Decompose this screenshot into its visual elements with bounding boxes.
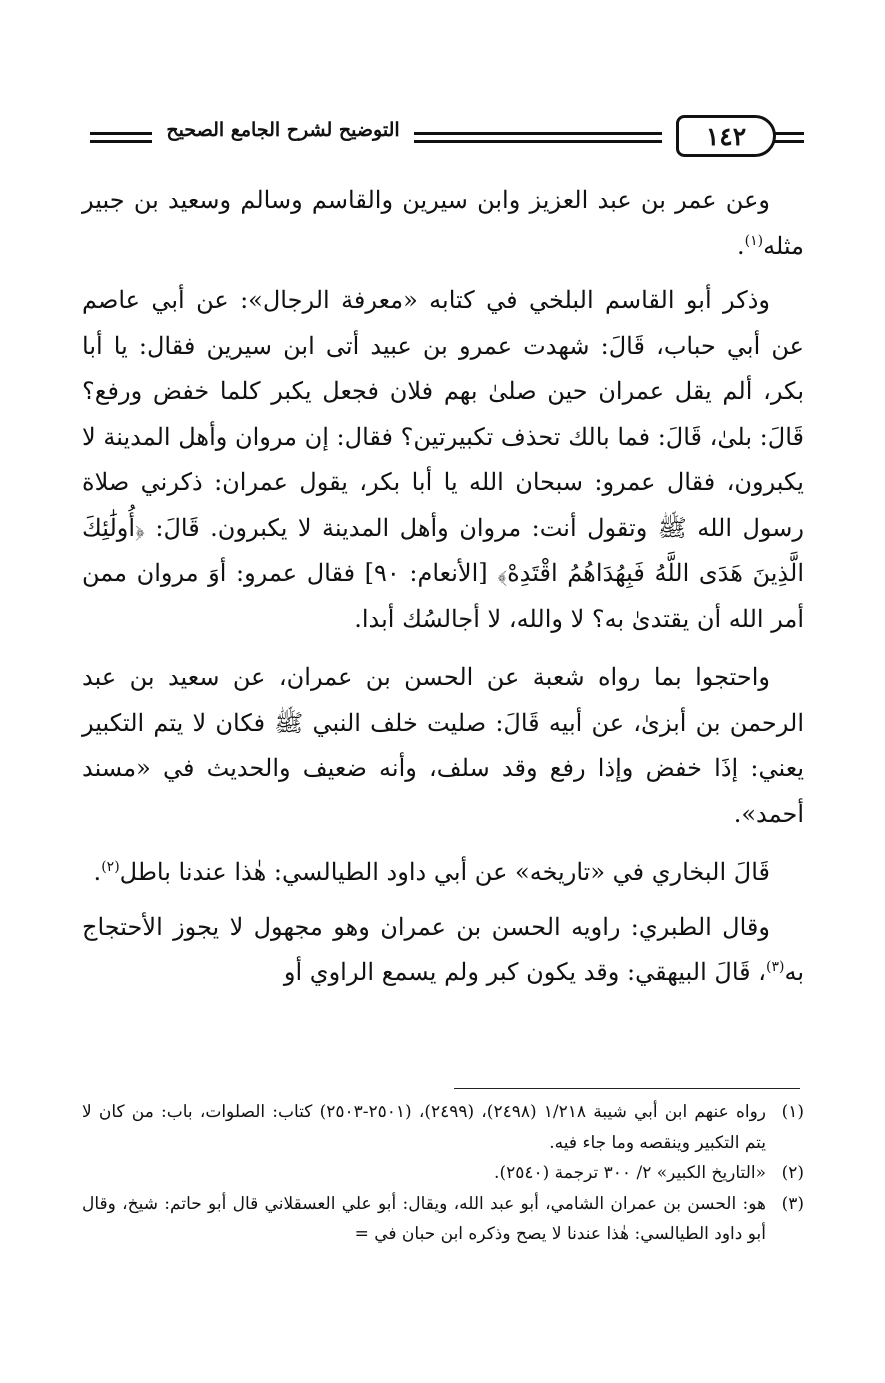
header-rule [774,132,804,135]
footnote-number: (٢) [781,1163,804,1183]
footnote [82,1189,804,1250]
footnote-number: (١) [781,1102,804,1122]
header-rule [90,140,152,143]
running-header [84,112,802,162]
running-title: التوضيح لشرح الجامع الصحيح [166,119,400,141]
footnote-ref: (٢) [101,859,120,875]
footnote-text: رواه عنهم ابن أبي شيبة ١/٢١٨ (٢٤٩٨)، (٢٤٩٩)، (٢٥٠١-٢٥٠٣) كتاب: الصلوات، باب: من كان لا يتم التكبير وينقصه وما جاء فيه. [82,1102,767,1153]
page-number: ١٤٢ [676,115,776,157]
footnote-text: «التاريخ الكبير» ٢/ ٣٠٠ ترجمة (٢٥٤٠). [494,1163,766,1183]
paragraph-text: وقال الطبري: راويه الحسن بن عمران وهو مجهول لا يجوز الأحتجاج به [82,912,804,986]
header-rule [774,140,804,143]
paragraph: واحتجوا بما رواه شعبة عن الحسن بن عمران، عن سعيد بن عبد الرحمن بن أبزىٰ، عن أبيه قَالَ: صليت خلف النبي ﷺ فكان لا يتم التكبير يعني: إذَا خفض وإذا رفع وقد سلف، وأنه ضعيف والحديث في «مسند أحمد». [82,663,804,828]
paragraph [82,850,804,896]
paragraph-end: . [93,858,102,886]
footnote-text: هو: الحسن بن عمران الشامي، أبو عبد الله، ويقال: أبو علي العسقلاني قال أبو حاتم: شيخ، وقال أبو داود الطيالسي: هٰذا عندنا لا يصح وذكره ابن حبان في = [82,1193,766,1244]
paragraph [82,178,804,269]
footnote-number: (٣) [781,1193,804,1214]
main-text [82,178,804,1009]
footnote [82,1097,804,1158]
paragraph: وذكر أبو القاسم البلخي في كتابه «معرفة الرجال»: عن أبي عاصم عن أبي حباب، قَالَ: شهدت عمرو بن عبيد أتى ابن سيرين فقال: يا أبا بكر، ألم يقل عمران حين صلىٰ بهم فلان فجعل يكبر كلما خفض ورفع؟ قَالَ: بلىٰ، قَالَ: فما بالك تحذف تكبيرتين؟ فقال: إن مروان وأهل المدينة لا يكبرون، فقال عمرو: سبحان الله يا أبا بكر، يقول عمران: ذكرني صلاة رسول الله ﷺ وتقول أنت: مروان وأهل المدينة لا يكبرون. قَالَ: ﴿أُولَٰئِكَ الَّذِينَ هَدَى اللَّهُ فَبِهُدَاهُمُ اقْتَدِهْ﴾ [الأنعام: ٩٠] فقال عمرو: أوَ مروان ممن أمر الله أن يقتدىٰ به؟ لا والله، لا أجالسُك أبدا. [82,286,804,633]
footnote-ref: (١) [744,232,764,249]
footnote [82,1158,804,1189]
footnote-ref: (٣) [765,959,785,975]
paragraph-text: قَالَ البخاري في «تاريخه» عن أبي داود الطيالسي: هٰذا عندنا باطل [119,858,770,886]
paragraph-end: . [736,231,745,260]
header-rule [90,132,152,135]
header-rule [414,132,662,135]
header-rule [414,140,662,143]
footnote-separator [454,1088,800,1089]
paragraph-text: وعن عمر بن عبد العزيز وابن سيرين والقاسم وسالم وسعيد بن جبير مثله [82,186,804,260]
footnotes [82,1097,804,1250]
paragraph-text: ، قَالَ البيهقي: وقد يكون كبر ولم يسمع الراوي أو [283,958,766,986]
paragraph [82,905,804,996]
